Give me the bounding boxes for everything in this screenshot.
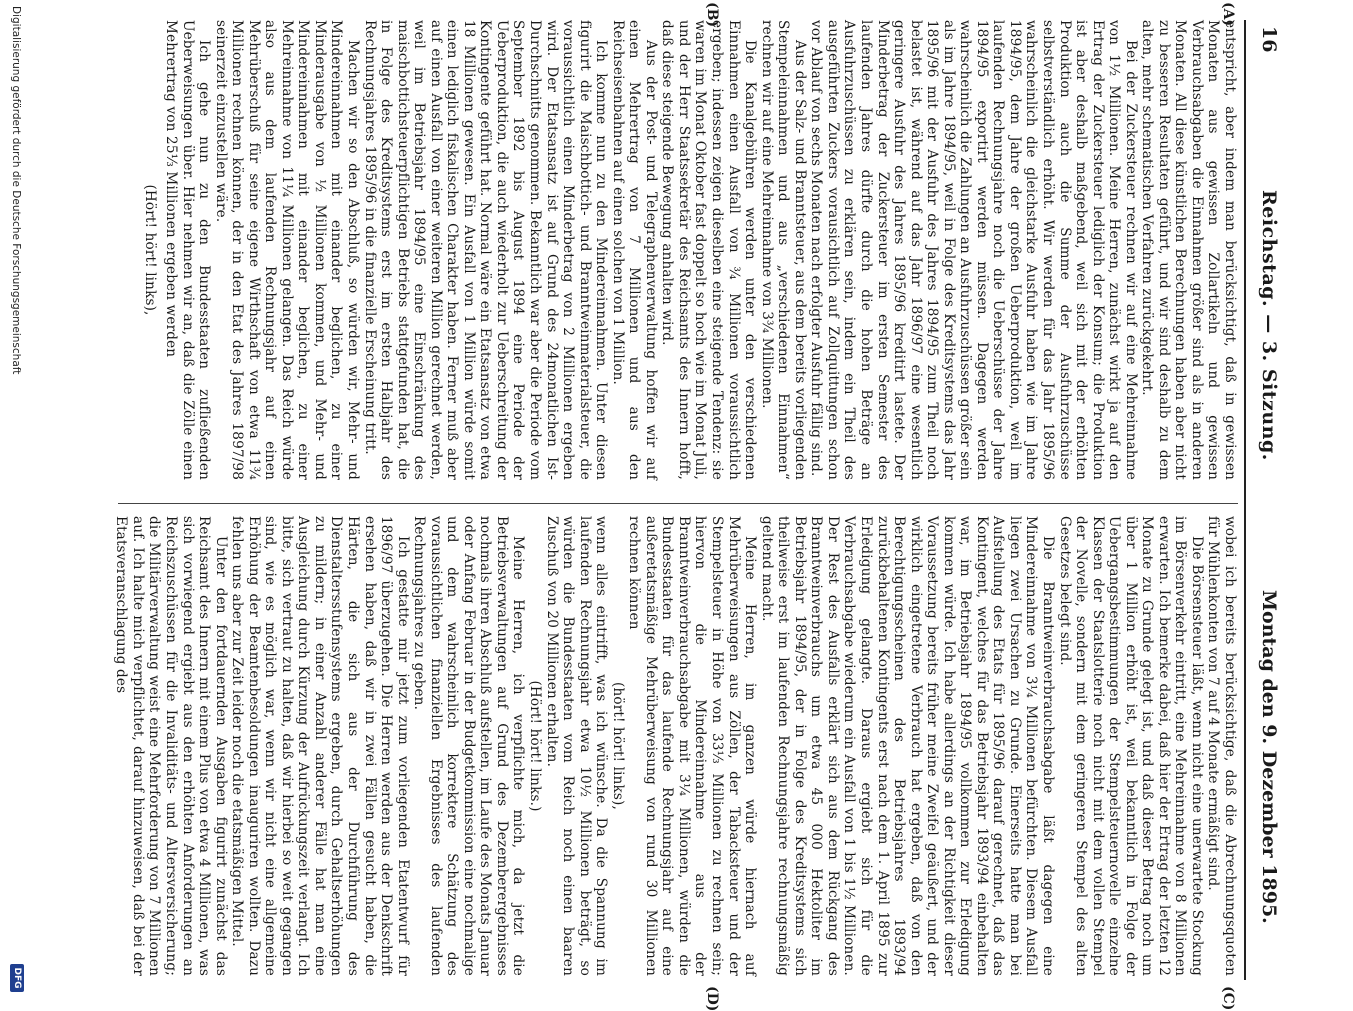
page-number: 16 (1258, 26, 1280, 53)
audience-reaction: (Hört! hört! links), (142, 184, 159, 316)
paragraph: Aus der Post- und Telegraphenverwaltung hoffen wir auf einen Mehrertrag von 7 Millionen und aus den Reichseisenbahnen auf einen solchen von 1 Million. (609, 20, 659, 480)
audience-reaction: (hört! hört! links), (609, 682, 626, 810)
paragraph: Bei der Zuckersteuer rechnen wir auf eine Mehreinnahme von 1½ Millionen. Meine Herren, zunächst wirkt ja auf den Ertrag der Zuckersteuer lediglich der Konsum; die Produktion ist aber deshalb maßgebend, weil sich mit der erhöhten Produktion auch die Summe der Ausfuhrzuschüsse selbstverständlich erhöht. Wir werden für das Jahr 1895/96 wahrscheinlich die gleichstarke Ausfuhr haben wie im Jahre 1894/95, dem Jahre der großen Ueberproduktion, weil im laufenden Rechnungsjahre noch die Ueberschüsse der Jahre 1894/95 exportirt werden müssen. Dagegen werden wahrscheinlich die Zahlungen an Ausfuhrzuschüssen größer sein als im Jahre 1894/95, weil in Folge des Kreditsystems das Jahr 1895/96 mit der Ausfuhr des Jahres 1894/95 zum Theil noch belastet ist, während auf das Jahr 1896/97 eine wesentlich geringere Ausfuhr des Jahres 1895/96 kreditirt lastete. Der Minderbetrag der Zuckersteuer im ersten Semester des laufenden Jahres dürfte durch die hohen Beträge an Ausfuhrzuschüssen zu erklären sein, indem ein Theil des ausgeführten Zuckers vorausichtlich auf Zollquittungen schon vor Ablauf von sechs Monaten nach erfolgter Ausfuhr fällig sind. (808, 20, 1139, 480)
paragraph: Ich komme nun zu den Mindereinnahmen. Unter diesen figurirt die Maischbottich- und Branntweinmaterialsteuer, die voraussichtlich einen Minderbetrag von 2 Millionen ergeben wird. Der Etatsansatz ist auf Grund des 24monatlichen Ist-Durchschnitts genommen. Bekanntlich war aber die Periode vom September 1892 bis August 1894 eine Periode der Ueberproduktion, die auch wiederholt zur Ueberschreitung der Kontingente geführt hat. Normal wäre ein Etatsansatz von etwa 18 Millionen gewesen. Ein Ausfall von 1 Million würde somit einen lediglich fiskalischen Charakter haben. Ferner muß aber auf einen Ausfall von einer weiteren Million gerechnet werden, weil im Betriebsjahr 1894/95 eine Einschränkung des maischbottichsteuerpflichtigen Betriebs stattgefunden hat, die in Folge des Kreditsystems erst im ersten Halbjahr des Rechnungsjahres 1895/96 in die finanzielle Erscheinung tritt. (361, 20, 610, 480)
paragraph: Ich gestatte mir jetzt zum vorliegenden Etatentwurf für 1896/97 überzugehen. Die Herren werden aus der Denkschrift ersehen haben, daß wir in zwei Fällen gesucht haben, die Härten, die sich aus der Durchführung des Dienstaltersstufensystems ergeben, durch Gehaltserhöhungen zu mildern; in einer Anzahl anderer Fälle hat man eine Ausgleichung durch Kürzung der Aufrückungszeit verlangt. Ich bitte, sich vertraut zu halten, daß wir hierbei so weit gegangen sind, wie es möglich war, wenn wir nicht eine allgemeine Erhöhung der Beamtenbesoldungen inauguriren wollten. Dazu fehlen uns aber zur Zeit leider noch die etatsmäßigen Mittel. (229, 516, 411, 976)
margin-label-b: (B) (704, 2, 720, 28)
paragraph: Meine Herren, im ganzen würde hiernach auf Mehrüberweisungen aus Zöllen, der Tabacksteuer und der Stempelsteuer in Höhe von 33⅓ Millionen zu rechnen sein; hiervon die Mindereinnahme aus der Branntweinverbrauchsabgabe mit 3¼ Millionen, würden die Bundesstaaten für das laufende Rechnungsjahr auf eine außeretatsmäßige Mehrüberweisung von rund 30 Millionen rechnen können (626, 516, 759, 976)
session-date: Montag den 9. Dezember 1895. (1258, 590, 1280, 924)
margin-label-d: (D) (704, 986, 720, 1011)
paragraph: Die Branntweinverbrauchsabgabe läßt dagegen eine Mindereinnahme von 3¼ Millionen befürchten. Diesem Ausfall liegen zwei Ursachen zu Grunde. Einerseits hatte man bei Aufstellung des Etats für 1895/96 darauf gerechnet, daß das Kontingent, welches für das Betriebsjahr 1893/94 einbehalten war, im Betriebsjahr 1894/95 vollkommen zur Erledigung kommen würde. Ich habe allerdings an der Richtigkeit dieser Voraussetzung bereits früher meine Zweifel geäußert, und der wirklich eingetretene Verbrauch hat ergeben, daß von den Berechtigungsscheinen des Betriebsjahres 1893/94 zurückbehaltenen Kontingents erst nach dem 1. April 1895 zur Erledigung gelangte. Daraus ergiebt sich für die Verbrauchsabgabe wiederum ein Ausfall von 1 bis 1½ Millionen. Der Rest des Ausfalls erklärt sich aus dem Rückgang des Branntweinverbrauchs um etwa 45 000 Hektoliter im Betriebsjahr 1894/95, der in Folge des Kreditsystems sich theilweise erst im laufenden Rechnungsjahre rechnungsmäßig geltend macht. (758, 516, 1056, 976)
running-head: Reichstag. — 3. Sitzung. (1258, 190, 1280, 461)
paragraph: Aus der Salz- und Branntsteuer, aus dem bereits vorliegenden Stempeleinnahmen und aus „verschiedenen Einnahmen“ rechnen wir auf eine Mehreinnahme von 3¾ Millionen. (758, 20, 808, 480)
digitization-note: Digitalisierung gefördert durch die Deutsche Forschungsgemeinschaft (10, 6, 22, 375)
paragraph: Die Börsensteuer läßt, wenn nicht eine unerwartete Stockung im Börsenverkehr eintritt, eine Mehreinnahme von 8 Millionen erwarten. Ich bemerke dabei, daß hier der Ertrag der letzten 12 Monate zu Grunde gelegt ist, und daß dieser Betrag noch um über 1 Million erhöht ist, weil bekanntlich in Folge der Uebergangsbestimmungen der Stempelsteuernovelle einzelne Klassen der Staatslotterie noch nicht mit dem vollen Stempel der Novelle, sondern mit dem geringeren Stempel des alten Gesetzes belegt sind. (1056, 516, 1205, 976)
dfg-logo (10, 964, 24, 992)
paragraph: Machen wir so den Abschluß, so würden wir, Mehr- und Mindereinnahmen mit einander beglichen, zu einer Minderausgabe von ½ Millionen kommen, und Mehr- und Mindereinnahmen mit einander beglichen, zu einer Mehreinnahme von 11¼ Millionen gelangen. Das Reich würde also aus dem laufenden Rechnungsjahr auf einen Mehrüberschuß für seine eigene Wirthschaft von etwa 11¾ Millionen rechnen können, der in den Etat des Jahres 1897/98 seinerzeit einzustellen wäre. (212, 20, 362, 480)
dfg-logo-text: DFG (12, 967, 22, 989)
left-column (142, 20, 1238, 480)
paragraph: Unter den fortdauernden Ausgaben figurirt zunächst das Reichsamt des Innern mit einem Plus von etwa 4 Millionen, was sich vorwiegend ergiebt aus den erhöhten Anforderungen an Reichszuschüssen für die Invaliditäts- und Altersversicherung; die Militärverwaltung weist eine Mehrforderung von 7 Millionen auf. Ich halte mich verpflichtet, darauf hinzuweisen, daß bei der Etatsveranschlagung des (113, 516, 229, 976)
paragraph: Die Kanalgebühren werden unter den verschiedenen Einnahmen einen Ausfall von ¾ Millionen voraussichtlich ergeben; indessen zeigen dieselben eine steigende Tendenz: sie waren im Monat Oktober fast doppelt so hoch wie im Monat Juli, und der Herr Staatssekretär des Reichsamts des Innern hofft, daß diese steigende Bewegung anhalten wird. (659, 20, 759, 480)
page-header (1250, 0, 1280, 1000)
paragraph: Meine Herren, ich verpflichte mich, da jetzt die Betriebsverwaltungen auf Grund des Dezemberergebnisses nochmals ihren Abschluß aufstellen, im Laufe des Monats Januar oder Anfang Februar in der Budgetkommission eine nochmalige und dem wahrscheinlich korrektere Schätzung des voraussichtlichen finanziellen Ergebnisses des laufenden Rechnungsjahres zu geben. (411, 516, 527, 976)
column-divider (118, 503, 1238, 504)
paragraph: Ich gehe nun zu den Bundesstaaten zufließenden Ueberweisungen über. Hier nehmen wir an, daß die Zölle einen Mehrertrag von 25⅓ Millionen ergeben werden (163, 20, 213, 480)
header-rule (1244, 20, 1246, 980)
audience-reaction: (Hört! hört! links.) (527, 680, 544, 812)
margin-label-a: (A) (1220, 2, 1236, 27)
paragraph: wenn alles eintrifft, was ich wünsche. Da die Spannung im laufenden Rechnungsjahr etwa 10½ Millionen beträgt, so würden die Bundesstaaten vom Reich noch einen baaren Zuschuß von 20 Millionen erhalten. (543, 516, 610, 976)
margin-label-c: (C) (1220, 986, 1236, 1011)
paragraph: entspricht, aber indem man berücksichtigt, daß in gewissen Monaten aus gewissen Zollartikeln und gewissen Verbrauchsabgaben die Einnahmen größer sind als in anderen Monaten. All diese künstlichen Berechnungen haben aber nicht zu besseren Resultaten geführt, und wir sind deshalb zu dem alten, mehr schematischen Verfahren zurückgekehrt. (1139, 20, 1238, 480)
paragraph: wobei ich bereits berücksichtige, daß die Abrechnungsquoten für Mühlenkonten von 7 auf 4 Monate ermäßigt sind. (1205, 516, 1238, 976)
right-column (113, 516, 1238, 976)
